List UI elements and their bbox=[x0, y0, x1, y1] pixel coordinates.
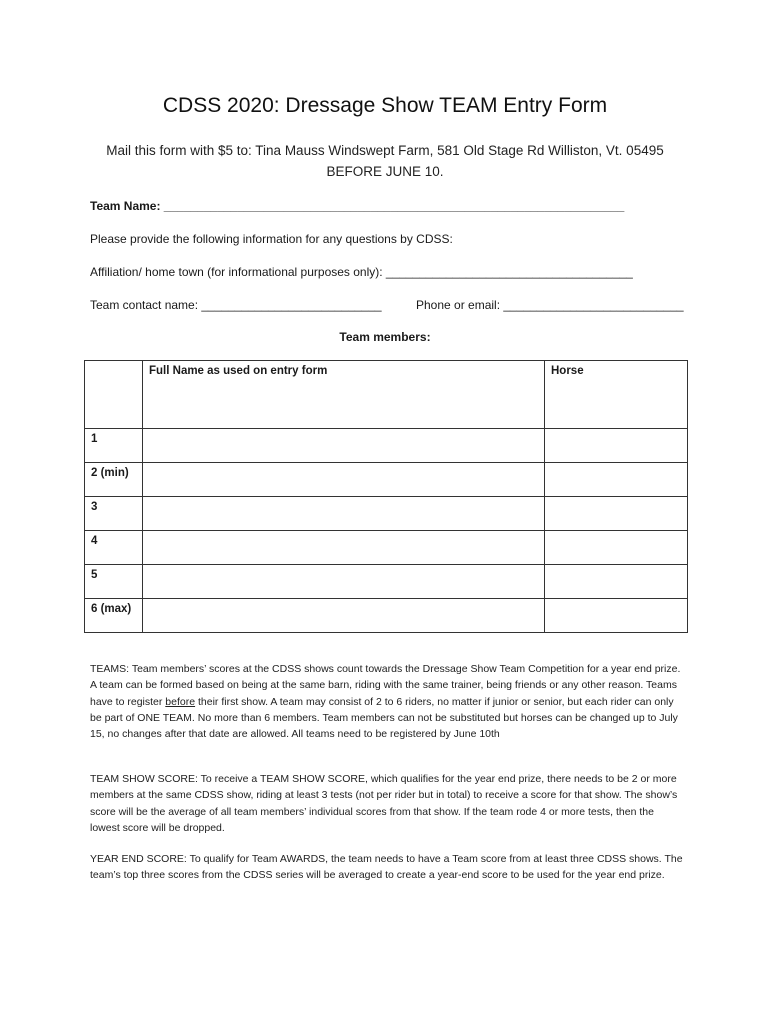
member-number: 5 bbox=[85, 565, 143, 599]
table-row bbox=[85, 497, 688, 531]
member-name-cell[interactable] bbox=[143, 599, 545, 633]
before-underlined-word: before bbox=[165, 695, 196, 708]
table-row bbox=[85, 531, 688, 565]
member-horse-cell[interactable] bbox=[545, 531, 688, 565]
team-contact-name-field[interactable]: Team contact name: ___________________________ bbox=[90, 298, 382, 312]
team-name-field[interactable]: Team Name: _____________________________________________________________________ bbox=[90, 199, 625, 213]
full-name-column-header: Full Name as used on entry form bbox=[143, 361, 545, 429]
form-title: CDSS 2020: Dressage Show TEAM Entry Form bbox=[162, 94, 608, 117]
table-row bbox=[85, 463, 688, 497]
member-number: 2 (min) bbox=[85, 463, 143, 497]
number-column-header bbox=[85, 361, 143, 429]
mail-instructions bbox=[0, 140, 770, 182]
table-row bbox=[85, 429, 688, 463]
teams-paragraph-text: TEAMS: Team members’ scores at the CDSS shows count towards the Dressage Show Team Competition for a year end prize. A team can be formed based on being at the same barn, riding with the same trainer, being friends or any other reason. Teams have to register bbox=[90, 663, 681, 708]
teams-paragraph bbox=[90, 661, 686, 742]
table-row bbox=[85, 565, 688, 599]
member-number: 6 (max) bbox=[85, 599, 143, 633]
team-members-heading: Team members: bbox=[339, 330, 431, 344]
table-header-row bbox=[85, 361, 688, 429]
member-name-cell[interactable] bbox=[143, 463, 545, 497]
member-number: 3 bbox=[85, 497, 143, 531]
member-number: 1 bbox=[85, 429, 143, 463]
team-show-score-paragraph: TEAM SHOW SCORE: To receive a TEAM SHOW SCORE, which qualifies for the year end prize, there needs to be 2 or more members at the same CDSS show, riding at least 3 tests (not per rider but in total) to receive a score for that show. The show’s score will be the average of all team members’ individual scores from that show. If the team rode 4 or more tests, then the lowest score will be dropped. bbox=[90, 773, 678, 834]
member-name-cell[interactable] bbox=[143, 565, 545, 599]
member-name-cell[interactable] bbox=[143, 429, 545, 463]
member-name-cell[interactable] bbox=[143, 497, 545, 531]
member-horse-cell[interactable] bbox=[545, 463, 688, 497]
affiliation-field[interactable]: Affiliation/ home town (for informational purposes only): _____________________________________ bbox=[90, 265, 633, 279]
team-members-table bbox=[84, 360, 688, 633]
provide-info-text: Please provide the following information for any questions by CDSS: bbox=[90, 232, 453, 246]
teams-paragraph-text-continued: their first show. A team may consist of 2 to 6 riders, no matter if junior or senior, but each rider can only be part of ONE TEAM. No more than 6 members. Team members can not be substituted but horses can be changed up to July 15, no changes after that date are allowed. All teams need to be registered by June 10th bbox=[90, 695, 678, 741]
year-end-score-paragraph: YEAR END SCORE: To qualify for Team AWARDS, the team needs to have a Team score from at least three CDSS shows. The team’s top three scores from the CDSS series will be averaged to create a year-end score to be used for the year end prize. bbox=[90, 853, 683, 882]
table-row bbox=[85, 599, 688, 633]
horse-column-header: Horse bbox=[545, 361, 688, 429]
mail-deadline-line: BEFORE JUNE 10. bbox=[326, 164, 444, 179]
member-horse-cell[interactable] bbox=[545, 429, 688, 463]
member-horse-cell[interactable] bbox=[545, 599, 688, 633]
member-name-cell[interactable] bbox=[143, 531, 545, 565]
member-horse-cell[interactable] bbox=[545, 565, 688, 599]
mail-address-line: Mail this form with $5 to: Tina Mauss Windswept Farm, 581 Old Stage Rd Williston, Vt. 05495 bbox=[106, 143, 664, 158]
member-horse-cell[interactable] bbox=[545, 497, 688, 531]
phone-email-field[interactable]: Phone or email: ___________________________ bbox=[416, 298, 684, 312]
member-number: 4 bbox=[85, 531, 143, 565]
